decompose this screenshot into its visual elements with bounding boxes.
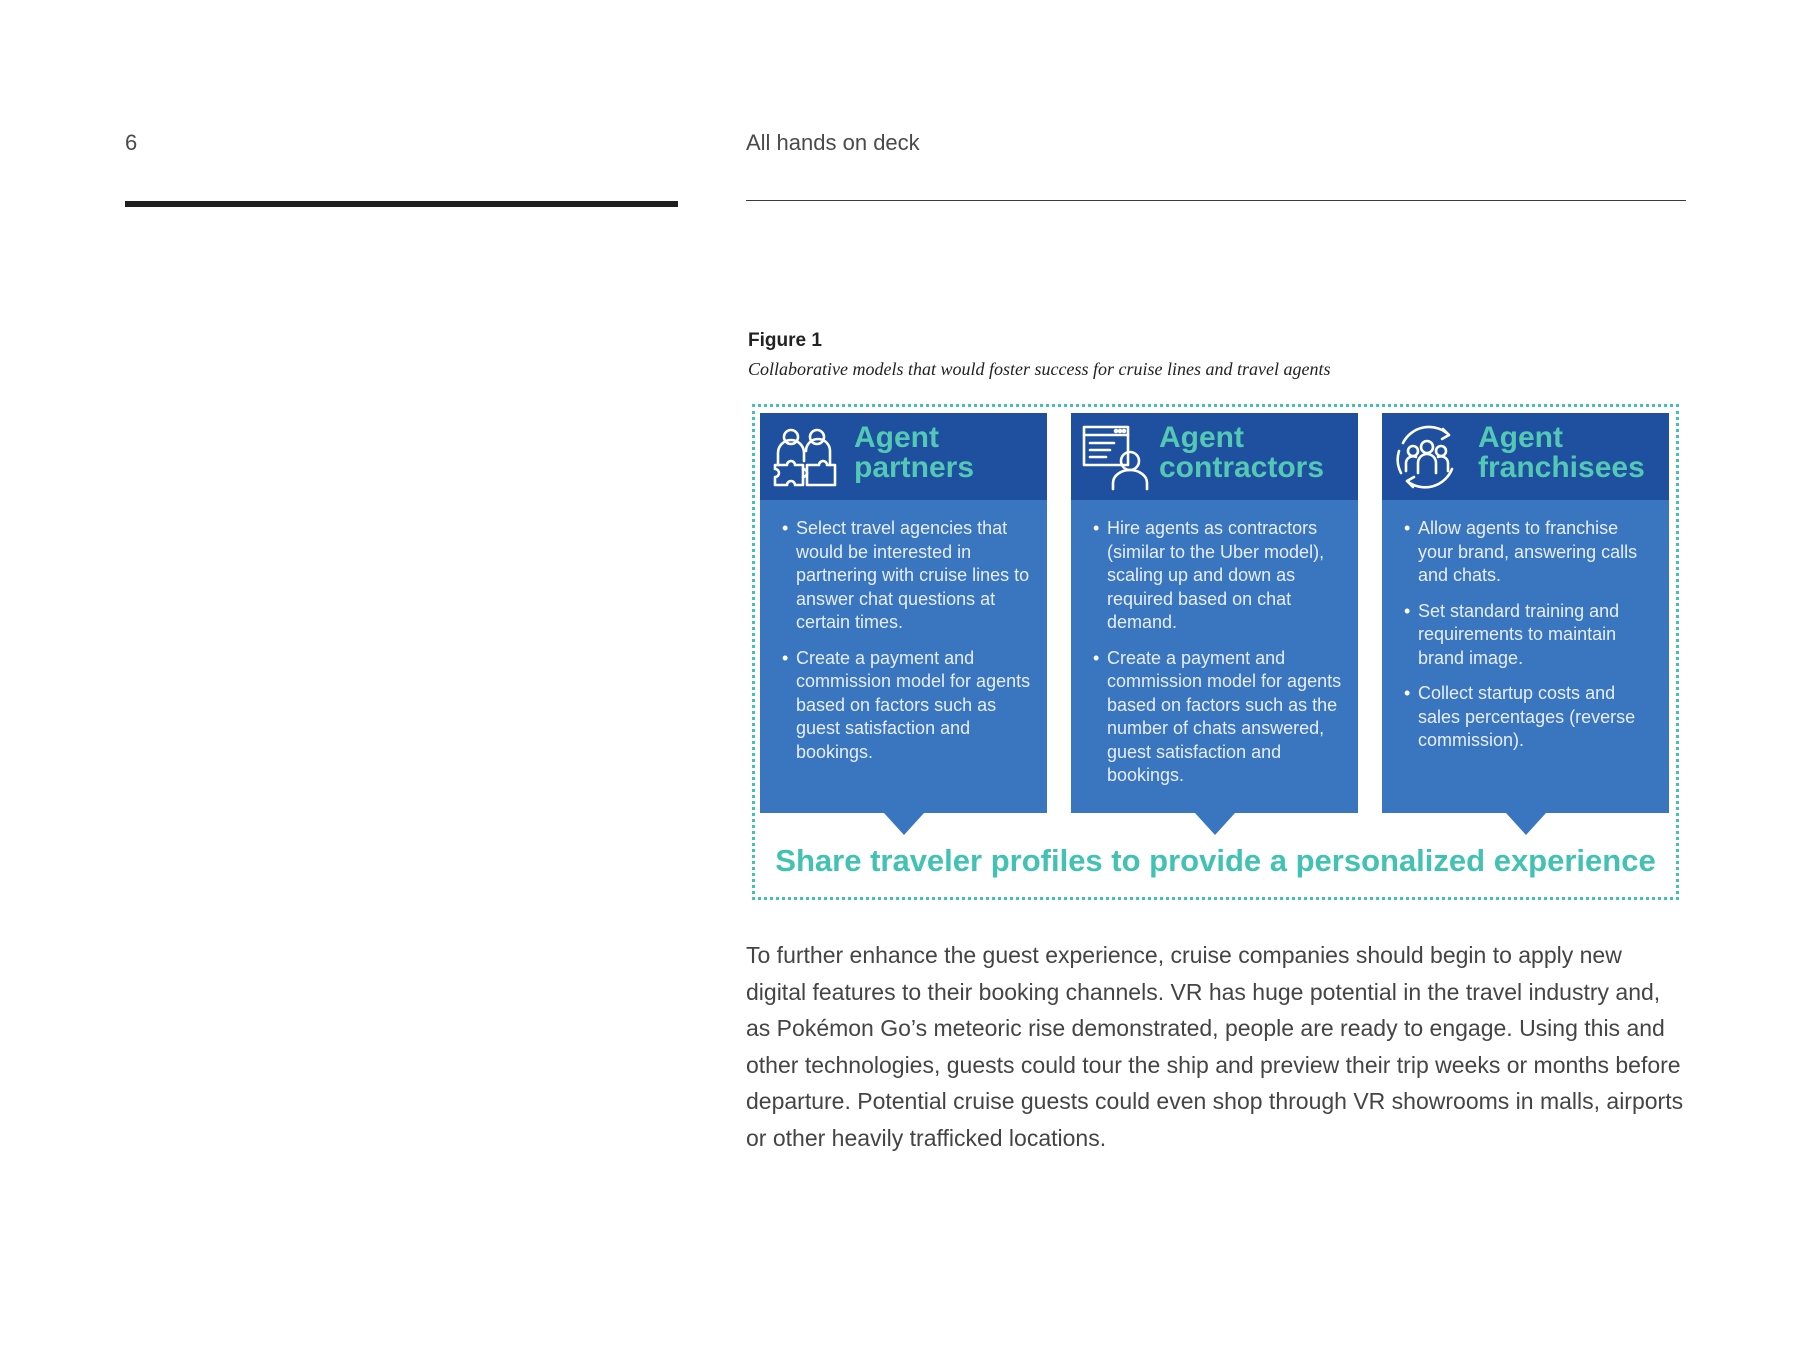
agent-franchisees-icon	[1391, 421, 1463, 493]
bullet-list	[1404, 517, 1657, 765]
list-item: • Set standard training and requirements to maintain brand image.	[1404, 600, 1657, 671]
left-divider	[125, 201, 678, 207]
panel-title: Agent contractors	[1159, 421, 1325, 484]
panel-agent-partners	[760, 413, 1047, 813]
agent-contractors-icon	[1080, 421, 1152, 493]
list-item: • Create a payment and commission model for agents based on factors such as the number of chats answered, guest satisfaction and bookings.	[1093, 647, 1346, 788]
panel-pointer	[1195, 813, 1235, 835]
list-item: • Create a payment and commission model for agents based on factors such as guest satisfaction and bookings.	[782, 647, 1035, 765]
running-title: All hands on deck	[746, 130, 920, 155]
panel-title: Agent partners	[854, 421, 975, 484]
page-number: 6	[125, 130, 138, 155]
bullet-list	[782, 517, 1035, 776]
panel-header	[760, 413, 1047, 500]
figure-footer-statement: Share traveler profiles to provide a personalized experience	[775, 843, 1656, 878]
panel-header	[1071, 413, 1358, 500]
list-item: • Hire agents as contractors (similar to the Uber model), scaling up and down as required based on chat demand.	[1093, 517, 1346, 635]
header-divider	[746, 200, 1686, 201]
panel-header	[1382, 413, 1669, 500]
bullet-list	[1093, 517, 1346, 800]
panel-agent-franchisees	[1382, 413, 1669, 813]
panel-pointer	[1506, 813, 1546, 835]
figure-label: Figure 1	[748, 330, 822, 351]
list-item: • Collect startup costs and sales percentages (reverse commission).	[1404, 682, 1657, 753]
panel-pointer	[884, 813, 924, 835]
agent-partners-icon	[769, 421, 841, 493]
figure-caption: Collaborative models that would foster success for cruise lines and travel agents	[748, 359, 1331, 379]
list-item: • Select travel agencies that would be interested in partnering with cruise lines to answer chat questions at certain times.	[782, 517, 1035, 635]
panel-title: Agent franchisees	[1478, 421, 1645, 484]
body-paragraph: To further enhance the guest experience, cruise companies should begin to apply new digital features to their booking channels. VR has huge potential in the travel industry and, as Pokémon Go’s meteoric rise demonstrated, people are ready to engage. Using this and other technologies, guests could tour the ship and preview their trip weeks or months before departure. Potential cruise guests could even shop through VR showrooms in malls, airports or other heavily trafficked locations.	[746, 942, 1684, 1151]
panel-agent-contractors	[1071, 413, 1358, 813]
list-item: • Allow agents to franchise your brand, answering calls and chats.	[1404, 517, 1657, 588]
